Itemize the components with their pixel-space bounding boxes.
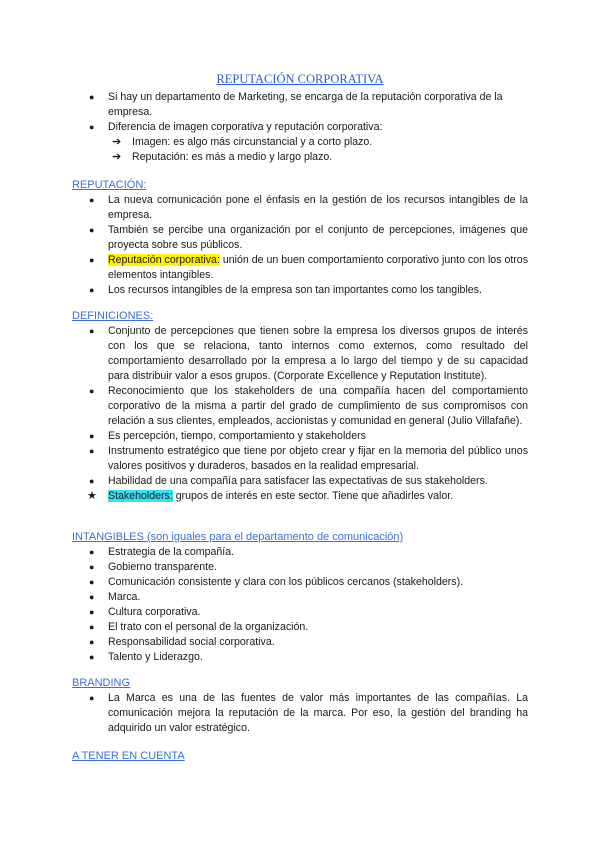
list-item: ● Instrumento estratégico que tiene por objeto crear y fijar en la memoria del público unos valores positivos y duraderos, basados en la realidad empresarial. (89, 445, 528, 472)
list-item: ● Si hay un departamento de Marketing, se encarga de la reputación corporativa de la empresa. (89, 91, 503, 118)
list-item: ● El trato con el personal de la organización. (89, 621, 309, 633)
list-item: ● Reputación corporativa: unión de un buen comportamiento corporativo junto con los otros elementos intangibles. (89, 254, 529, 281)
star-icon: ★ (87, 490, 97, 502)
section-heading-branding: BRANDING (72, 677, 131, 689)
list-item: ● Talento y Liderazgo. (89, 651, 203, 663)
list-item: ● Conjunto de percepciones que tienen sobre la empresa los diversos grupos de interés con los que se relaciona, tanto internos como externos, como resultado del comportamiento desarrollado por la empresa a lo largo del tiempo y de su capacidad para distribuir valor a esos grupos. (Corporate Excellence y Reputation Institute). (89, 325, 528, 382)
list-item: ● Comunicación consistente y clara con los públicos cercanos (stakeholders). (89, 576, 464, 588)
intro-list (72, 90, 528, 165)
bullet-icon: ● (89, 607, 95, 617)
bullet-icon: ● (89, 577, 95, 587)
reputacion-list (72, 193, 528, 298)
branding-list (72, 691, 528, 736)
section-heading-intangibles: INTANGIBLES (son iguales para el departamento de comunicación) (72, 531, 404, 543)
list-item: ● Habilidad de una compañía para satisfacer las expectativas de sus stakeholders. (89, 475, 488, 487)
list-item: ★ Stakeholders: grupos de interés en este sector. Tiene que añadirles valor. (87, 490, 454, 502)
list-item: ● Los recursos intangibles de la empresa son tan importantes como los tangibles. (89, 284, 482, 296)
bullet-icon: ● (89, 195, 95, 205)
bullet-icon: ● (89, 92, 95, 102)
list-item: ● Diferencia de imagen corporativa y reputación corporativa: (89, 121, 383, 133)
arrow-icon: ➔ (112, 136, 122, 148)
bullet-icon: ● (89, 652, 95, 662)
bullet-icon: ● (89, 476, 95, 486)
list-item: ● Cultura corporativa. (89, 606, 201, 618)
bullet-icon: ● (89, 592, 95, 602)
bullet-icon: ● (89, 326, 95, 336)
list-item: ● También se percibe una organización por el conjunto de percepciones, imágenes que proyecta sobre sus públicos. (89, 224, 528, 251)
sub-list-item: ➔ Imagen: es algo más circunstancial y a corto plazo. (112, 136, 373, 148)
bullet-icon: ● (89, 693, 95, 703)
highlighted-term: Reputación corporativa: (108, 254, 220, 266)
bullet-icon: ● (89, 637, 95, 647)
section-heading-a-tener-en-cuenta: A TENER EN CUENTA (72, 750, 185, 762)
bullet-icon: ● (89, 386, 95, 396)
list-item: ● Gobierno transparente. (89, 561, 217, 573)
list-item: ● La nueva comunicación pone el énfasis en la gestión de los recursos intangibles de la empresa. (89, 194, 528, 221)
bullet-icon: ● (89, 622, 95, 632)
sub-list-item: ➔ Reputación: es más a medio y largo plazo. (112, 151, 333, 163)
bullet-icon: ● (89, 431, 95, 441)
definiciones-list (72, 324, 528, 504)
bullet-icon: ● (89, 255, 95, 265)
list-item: ● La Marca es una de las fuentes de valor más importantes de las compañías. La comunicación mejora la reputación de la marca. Por eso, la gestión del branding ha adquirido un valor estratégico. (89, 692, 528, 734)
list-item: ● Marca. (89, 591, 141, 603)
intangibles-list (72, 545, 528, 665)
list-item: ● Reconocimiento que los stakeholders de una compañía hacen del comportamiento corporativo de la misma a partir del grado de cumplimiento de sus compromisos con relación a sus clientes, empleados, accionistas y comunidad en general (Julio Villafañe). (89, 385, 528, 427)
bullet-icon: ● (89, 562, 95, 572)
bullet-icon: ● (89, 547, 95, 557)
list-item: ● Responsabilidad social corporativa. (89, 636, 275, 648)
section-heading-reputacion: REPUTACIÓN: (72, 179, 147, 191)
bullet-icon: ● (89, 122, 95, 132)
bullet-icon: ● (89, 446, 95, 456)
list-item: ● Estrategia de la compañía. (89, 546, 235, 558)
section-heading-definiciones: DEFINICIONES: (72, 310, 154, 322)
document-title: REPUTACIÓN CORPORATIVA (216, 72, 384, 86)
bullet-icon: ● (89, 225, 95, 235)
bullet-icon: ● (89, 285, 95, 295)
arrow-icon: ➔ (112, 151, 122, 163)
highlighted-term: Stakeholders: (108, 490, 173, 502)
list-item: ● Es percepción, tiempo, comportamiento y stakeholders (89, 430, 366, 442)
